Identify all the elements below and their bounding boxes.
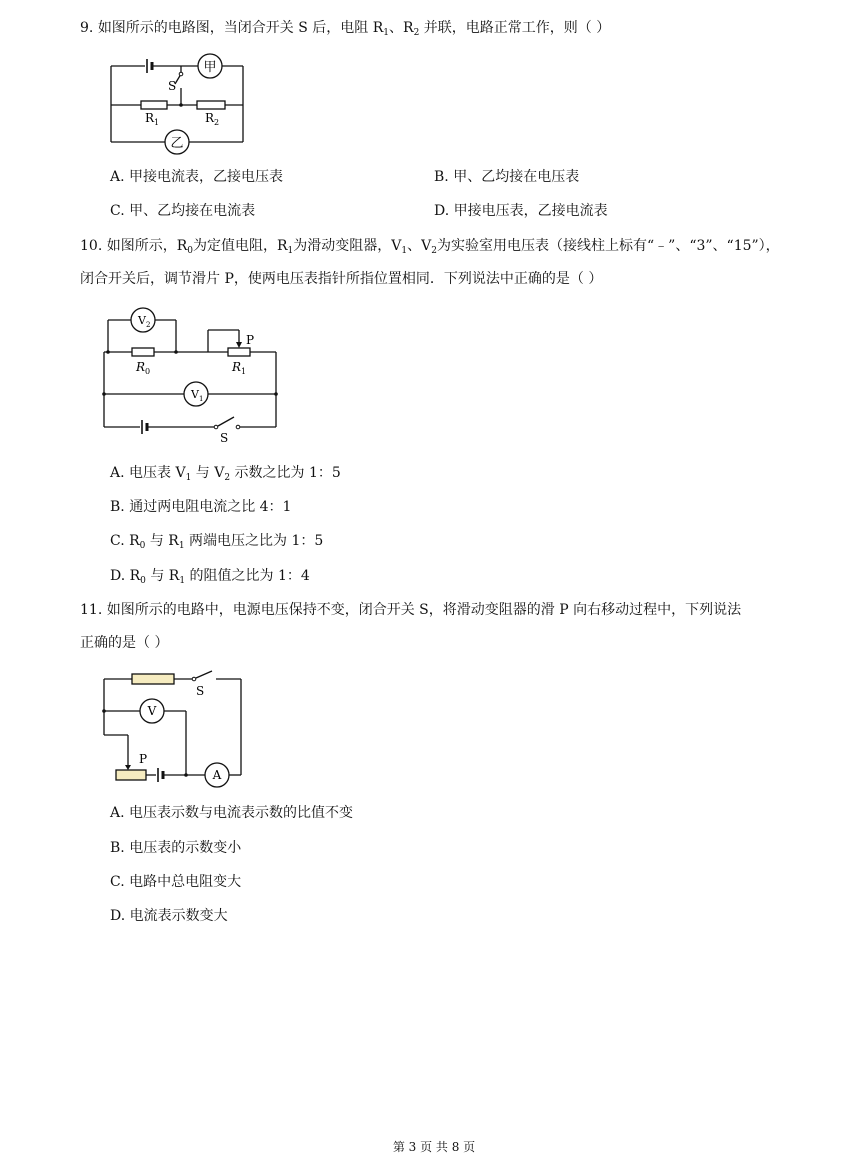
ammeter-label: A <box>212 768 222 782</box>
circuit-q9-svg <box>105 50 255 160</box>
page-footer: 第 3 页 共 8 页 <box>392 1140 476 1154</box>
q11-option-a[interactable]: A. 电压表示数与电流表示数的比值不变 <box>110 805 354 821</box>
option-text: 甲、乙均接在电压表 <box>453 169 580 185</box>
circuit-diagram-q11 <box>98 667 258 792</box>
circuit-diagram-q9 <box>105 50 255 160</box>
circuit-q10-svg <box>98 302 288 447</box>
subscript: 1 <box>383 28 390 38</box>
q9-option-b[interactable] <box>434 167 579 187</box>
question-number: 9. <box>80 20 94 36</box>
subscript: 1 <box>178 541 185 551</box>
r1-sub: 1 <box>241 367 247 376</box>
stem-text: 如图所示的电路中，电源电压保持不变，闭合开关 S，将滑动变阻器的滑 P 向右移动过程中，下列说法 <box>106 602 742 618</box>
option-text: 甲、乙均接在电流表 <box>129 203 256 219</box>
meter-jia-label: 甲 <box>203 60 217 75</box>
option-text: C. R <box>110 533 140 549</box>
option-text: 的阻值之比为 1：4 <box>185 568 310 584</box>
subscript: 1 <box>179 576 186 586</box>
q10-option-a[interactable] <box>110 463 341 483</box>
option-text: B. 通过两电阻电流之比 4：1 <box>110 499 292 515</box>
q10-option-b[interactable] <box>110 497 291 517</box>
option-text: 与 V <box>191 465 225 481</box>
subscript: 0 <box>139 541 146 551</box>
q10-option-d[interactable] <box>110 566 310 586</box>
stem-text: 为实验室用电压表（接线柱上标有“﹣”、“3”、“15”）， <box>437 238 780 254</box>
switch-label: S <box>196 684 205 698</box>
option-letter: C. <box>110 203 125 219</box>
subscript: 1 <box>185 473 192 483</box>
subscript: 2 <box>431 246 437 256</box>
subscript: 1 <box>287 246 294 256</box>
stem-text: 并联，电路正常工作，则（ ） <box>419 20 611 36</box>
stem-text: 为滑动变阻器，V <box>293 238 402 254</box>
switch-label: S <box>220 431 229 445</box>
v2-label: V <box>138 314 146 327</box>
q11-option-b[interactable]: B. 电压表的示数变小 <box>110 840 242 856</box>
circuit-diagram-q10 <box>98 302 288 447</box>
option-letter: A. <box>110 169 125 185</box>
q9-option-c[interactable] <box>110 201 255 221</box>
switch-label: S <box>168 79 177 93</box>
r0-sub: 0 <box>145 367 151 376</box>
stem-text: 、V <box>407 238 432 254</box>
subscript: 0 <box>187 246 193 256</box>
v1-label: V <box>191 388 199 401</box>
q11-option-d[interactable]: D. 电流表示数变大 <box>110 908 228 924</box>
option-text: 甲接电流表，乙接电压表 <box>129 169 284 185</box>
r1-label: R <box>232 360 242 374</box>
r1-label: R <box>145 111 155 125</box>
circuit-q11-svg <box>98 667 258 792</box>
subscript: 2 <box>224 473 231 483</box>
question-number: 10. <box>80 238 103 254</box>
r2-sub: 2 <box>214 118 220 127</box>
slider-p-label: P <box>139 752 148 766</box>
subscript: 2 <box>413 28 420 38</box>
option-text: 与 R <box>145 533 179 549</box>
q10-option-c[interactable] <box>110 531 323 551</box>
subscript: 1 <box>401 246 408 256</box>
option-letter: B. <box>434 169 449 185</box>
question-number: 11. <box>80 602 103 618</box>
option-text: 甲接电压表，乙接电流表 <box>453 203 608 219</box>
q11-option-c[interactable]: C. 电路中总电阻变大 <box>110 874 242 890</box>
subscript: 0 <box>140 576 146 586</box>
stem-text: 如图所示的电路图，当闭合开关 S 后，电阻 R <box>97 20 384 36</box>
option-text: 示数之比为 1：5 <box>230 465 341 481</box>
question-10-stem-line2: 闭合开关后，调节滑片 P，使两电压表指针所指位置相同．下列说法中正确的是（ ） <box>80 271 603 287</box>
stem-text: 为定值电阻，R <box>193 238 288 254</box>
stem-text: 如图所示，R <box>106 238 188 254</box>
voltmeter-label: V <box>147 704 157 718</box>
question-11-stem-line2: 正确的是（ ） <box>80 635 169 651</box>
option-text: 与 R <box>145 568 180 584</box>
question-11-stem <box>80 600 741 620</box>
question-9-stem <box>80 18 610 38</box>
r1-sub: 1 <box>154 118 160 127</box>
option-letter: D. <box>434 203 450 219</box>
question-10-stem <box>80 236 780 256</box>
v2-sub: 2 <box>146 321 151 329</box>
stem-text: 、R <box>389 20 414 36</box>
r2-label: R <box>205 111 215 125</box>
q9-option-d[interactable] <box>434 201 608 221</box>
q9-option-a[interactable] <box>110 167 283 187</box>
v1-sub: 1 <box>199 395 204 403</box>
option-text: D. R <box>110 568 141 584</box>
slider-p-label: P <box>246 333 255 347</box>
option-text: 两端电压之比为 1：5 <box>184 533 324 549</box>
meter-yi-label: 乙 <box>170 136 184 151</box>
option-text: A. 电压表 V <box>110 465 186 481</box>
r0-label: R <box>136 360 146 374</box>
